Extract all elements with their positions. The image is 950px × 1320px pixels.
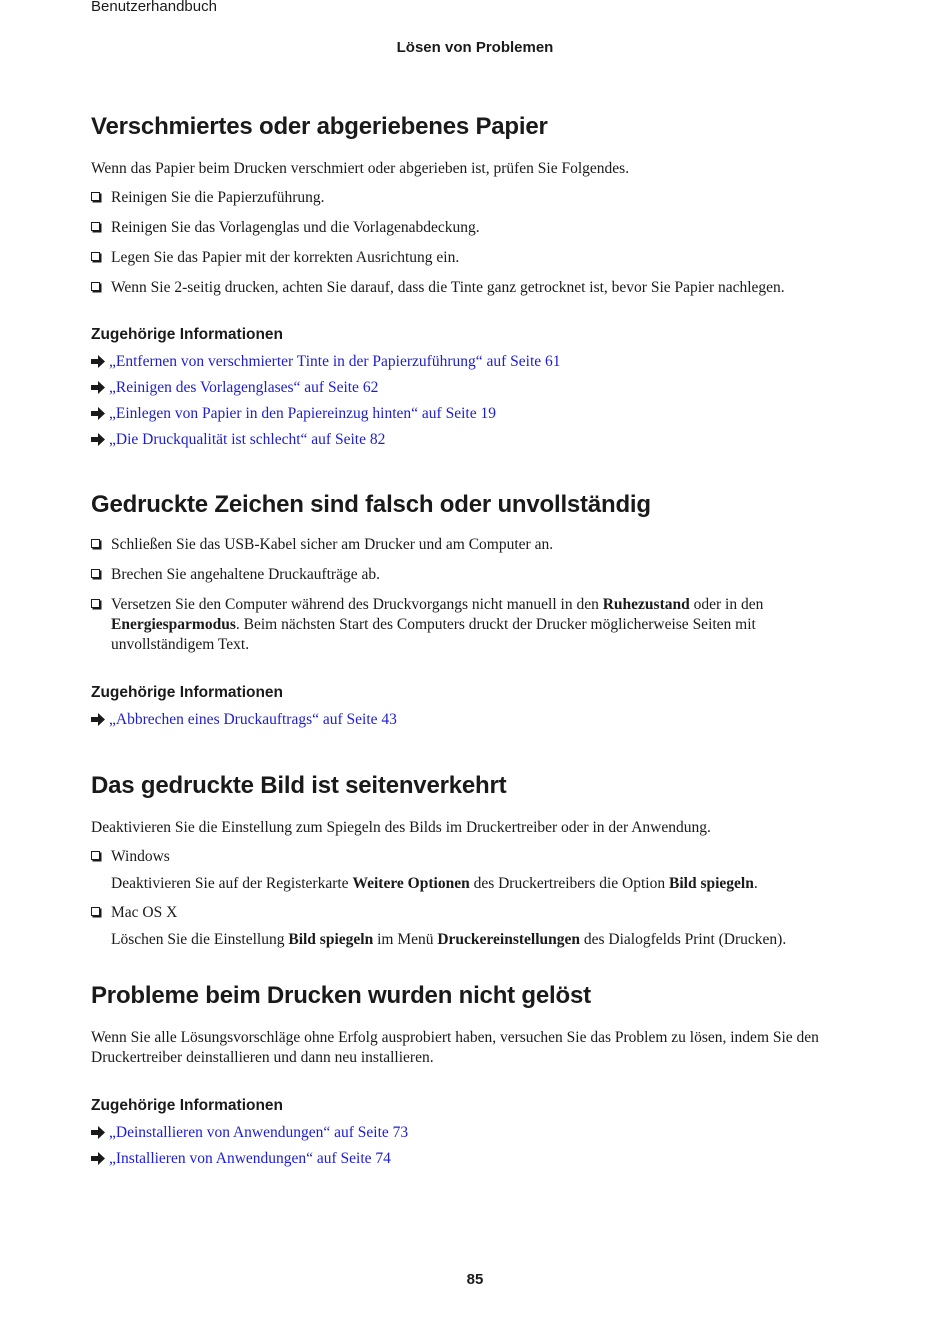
- related-link-row: [91, 1123, 851, 1143]
- link-install-applications[interactable]: „Installieren von Anwendungen“ auf Seite 74: [109, 1150, 391, 1167]
- link-load-paper-rear[interactable]: „Einlegen von Papier in den Papiereinzug hinten“ auf Seite 19: [109, 405, 496, 422]
- checkbox-bullet-icon: [91, 222, 100, 231]
- link-remove-smeared-ink[interactable]: „Entfernen von verschmierter Tinte in der Papierzuführung“ auf Seite 61: [109, 353, 561, 370]
- section-intro: Wenn das Papier beim Drucken verschmiert oder abgerieben ist, prüfen Sie Folgendes.: [91, 160, 630, 177]
- list-item: [91, 248, 851, 268]
- related-link-row: [91, 404, 851, 424]
- list-item: [91, 535, 851, 555]
- running-title: Benutzerhandbuch: [91, 0, 217, 15]
- list-item: [91, 595, 851, 655]
- right-arrow-icon: [91, 381, 105, 394]
- link-cancel-print-job[interactable]: „Abbrechen eines Druckauftrags“ auf Seite 43: [109, 711, 397, 728]
- list-item: [91, 903, 851, 923]
- list-item-text: Mac OS X: [111, 904, 178, 921]
- related-info-heading: Zugehörige Informationen: [91, 326, 284, 343]
- mac-instruction: Löschen Sie die Einstellung Bild spiegeln im Menü Druckereinstellungen des Dialogfelds Print (Drucken).: [111, 931, 787, 948]
- link-print-quality-poor[interactable]: „Die Druckqualität ist schlecht“ auf Seite 82: [109, 431, 386, 448]
- section-problems-not-solved: [91, 982, 851, 1169]
- section-smeared-paper: [91, 113, 851, 450]
- related-link-row: [91, 378, 851, 398]
- link-uninstall-applications[interactable]: „Deinstallieren von Anwendungen“ auf Seite 73: [109, 1124, 409, 1141]
- related-info-heading: Zugehörige Informationen: [91, 684, 284, 701]
- page-number: 85: [466, 1271, 484, 1288]
- list-item: [91, 188, 851, 208]
- list-item-text: Reinigen Sie die Papierzuführung.: [111, 189, 325, 206]
- related-link-row: [91, 352, 851, 372]
- related-link-row: [91, 1149, 851, 1169]
- windows-instruction: Deaktivieren Sie auf der Registerkarte Weitere Optionen des Druckertreibers die Option Bild spiegeln.: [111, 875, 758, 892]
- checkbox-bullet-icon: [91, 282, 100, 291]
- right-arrow-icon: [91, 713, 105, 726]
- right-arrow-icon: [91, 1126, 105, 1139]
- list-item: [91, 847, 851, 867]
- list-item-text: Wenn Sie 2-seitig drucken, achten Sie darauf, dass die Tinte ganz getrocknet ist, bevor Sie Papier nachlegen.: [111, 279, 785, 296]
- related-info-heading: Zugehörige Informationen: [91, 1097, 284, 1114]
- checkbox-bullet-icon: [91, 851, 100, 860]
- section-heading: Das gedruckte Bild ist seitenverkehrt: [91, 772, 507, 799]
- section-wrong-characters: [91, 491, 851, 730]
- list-item-text: Legen Sie das Papier mit der korrekten Ausrichtung ein.: [111, 249, 460, 266]
- list-item-text: Versetzen Sie den Computer während des Druckvorgangs nicht manuell in den Ruhezustand oder in den Energiesparmodus. Beim nächsten Start des Computers druckt der Drucker möglicherweise Seiten mit unvollständigem Text.: [111, 596, 764, 653]
- related-link-row: [91, 710, 851, 730]
- related-link-row: [91, 430, 851, 450]
- checkbox-bullet-icon: [91, 539, 100, 548]
- section-intro: Deaktivieren Sie die Einstellung zum Spiegeln des Bilds im Druckertreiber oder in der Anwendung.: [91, 819, 711, 836]
- right-arrow-icon: [91, 407, 105, 420]
- section-heading: Gedruckte Zeichen sind falsch oder unvollständig: [91, 491, 651, 518]
- checkbox-bullet-icon: [91, 192, 100, 201]
- list-item-text: Brechen Sie angehaltene Druckaufträge ab.: [111, 566, 380, 583]
- list-item-text: Windows: [111, 848, 170, 865]
- link-clean-scanner-glass[interactable]: „Reinigen des Vorlagenglases“ auf Seite 62: [109, 379, 379, 396]
- list-item: [91, 278, 851, 298]
- chapter-title: Lösen von Problemen: [396, 39, 554, 56]
- list-item-text: Schließen Sie das USB-Kabel sicher am Drucker und am Computer an.: [111, 536, 554, 553]
- section-mirrored-image: [91, 772, 851, 950]
- right-arrow-icon: [91, 433, 105, 446]
- checkbox-bullet-icon: [91, 252, 100, 261]
- checkbox-bullet-icon: [91, 599, 100, 608]
- list-item-text: Reinigen Sie das Vorlagenglas und die Vorlagenabdeckung.: [111, 219, 480, 236]
- right-arrow-icon: [91, 355, 105, 368]
- list-item: [91, 218, 851, 238]
- checkbox-bullet-icon: [91, 569, 100, 578]
- section-intro: Wenn Sie alle Lösungsvorschläge ohne Erfolg ausprobiert haben, versuchen Sie das Problem zu lösen, indem Sie den Druckertreiber deinstallieren und dann neu installieren.: [91, 1029, 819, 1066]
- section-heading: Probleme beim Drucken wurden nicht gelöst: [91, 982, 591, 1009]
- section-heading: Verschmiertes oder abgeriebenes Papier: [91, 113, 548, 140]
- list-item: [91, 565, 851, 585]
- checkbox-bullet-icon: [91, 907, 100, 916]
- right-arrow-icon: [91, 1152, 105, 1165]
